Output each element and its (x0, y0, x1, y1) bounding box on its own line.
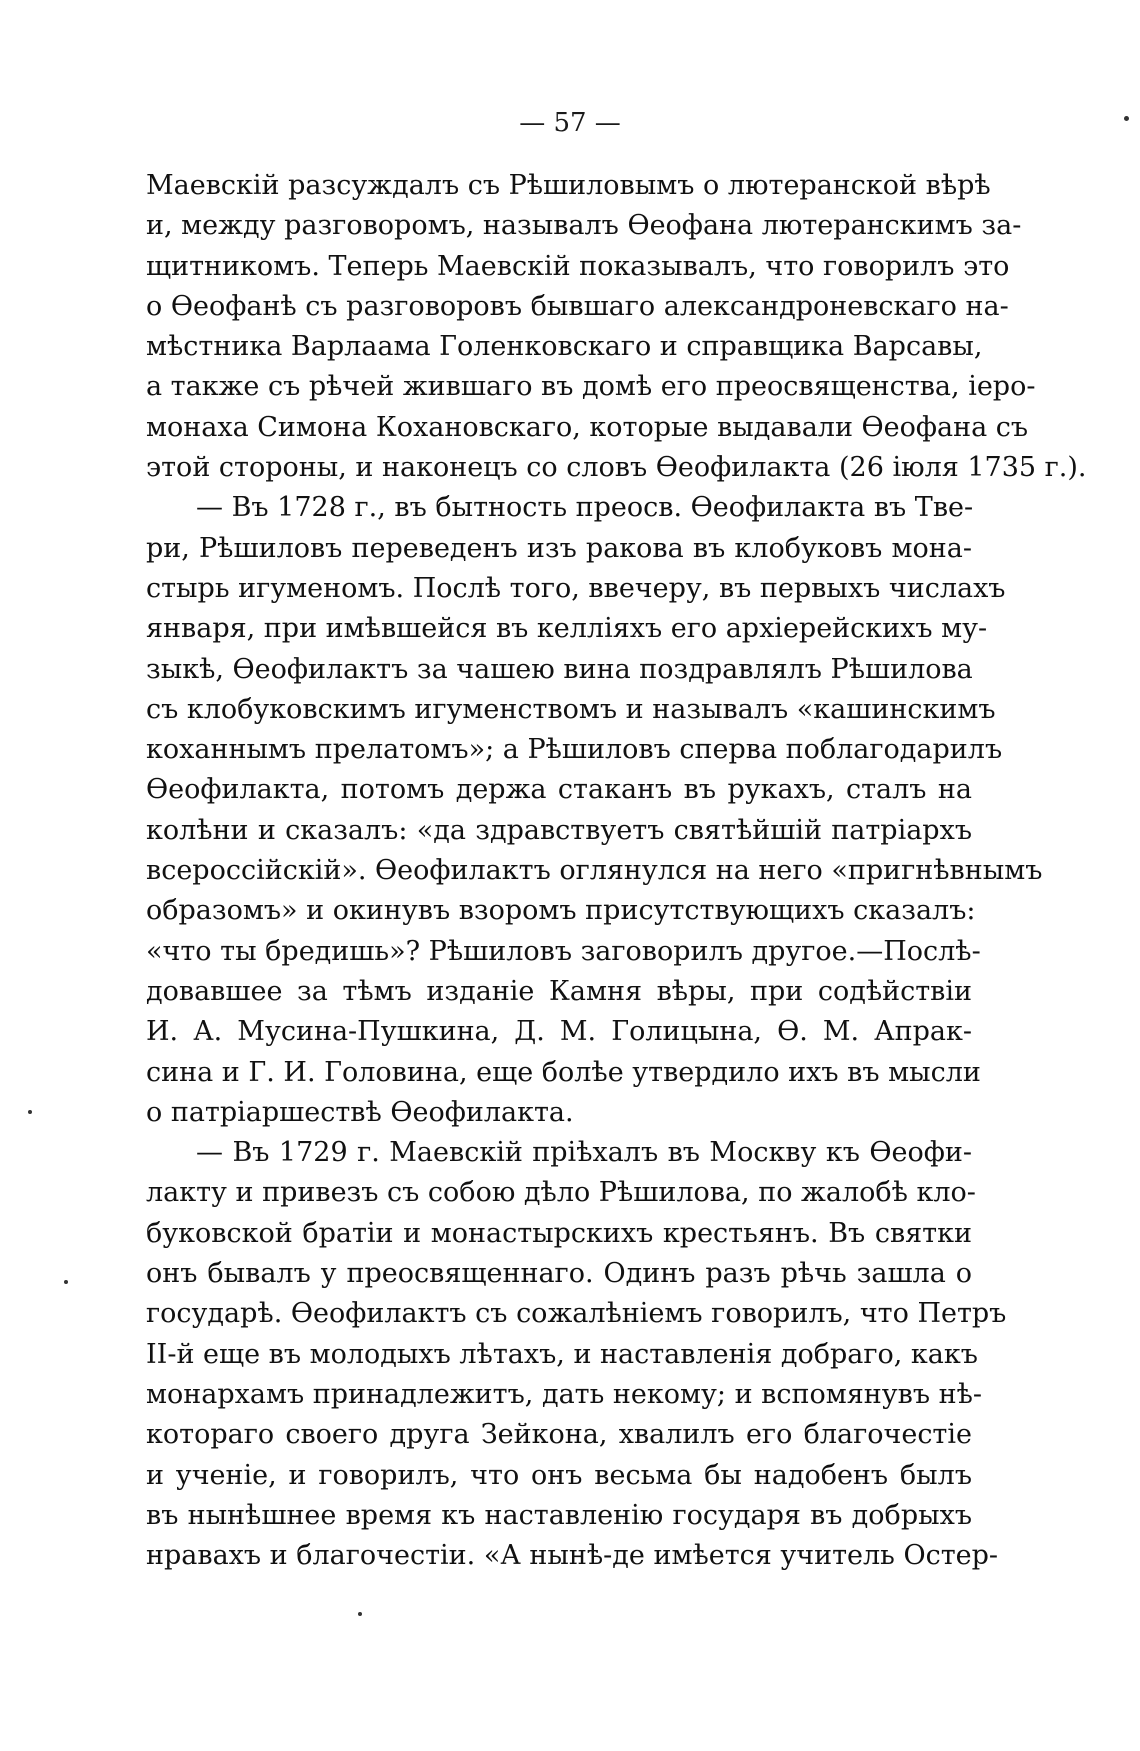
body-text (146, 166, 1087, 1576)
text-line: коханнымъ прелатомъ»; а Рѣшиловъ сперва поблагодарилъ (146, 734, 1003, 766)
text-line: монаха Симона Кохановскаго, которые выдавали Ѳеофана съ (146, 411, 1029, 443)
text-line: а также съ рѣчей жившаго въ домѣ его преосвященства, іеро- (146, 371, 1036, 403)
paragraph (146, 488, 1043, 1133)
text-line: мѣстника Варлаама Голенковскаго и справщика Варсавы, (146, 331, 983, 363)
text-line: монархамъ принадлежитъ, дать некому; и вспомянувъ нѣ- (146, 1378, 982, 1410)
text-line: колѣни и сказалъ: «да здравствуетъ святѣйшій патріархъ (146, 814, 972, 846)
text-line: буковской братіи и монастырскихъ крестьянъ. Въ святки (146, 1217, 972, 1249)
text-line: зыкѣ, Ѳеофилактъ за чашею вина поздравлялъ Рѣшилова (146, 653, 973, 685)
text-line: ри, Рѣшиловъ переведенъ изъ ракова въ клобуковъ мона- (146, 532, 972, 564)
page-number: — 57 — (519, 108, 621, 138)
text-line: Маевскій разсуждалъ съ Рѣшиловымъ о лютеранской вѣрѣ (146, 170, 991, 201)
text-line: съ клобуковскимъ игуменствомъ и называлъ «кашинскимъ (146, 693, 996, 725)
scan-speck (358, 1612, 362, 1616)
paragraph (146, 166, 1087, 488)
text-line: щитникомъ. Теперь Маевскій показывалъ, что говорилъ это (146, 250, 1010, 282)
text-line: о Ѳеофанѣ съ разговоровъ бывшаго александроневскаго на- (146, 290, 1009, 322)
text-line: государѣ. Ѳеофилактъ съ сожалѣніемъ говорилъ, что Петръ (146, 1298, 1007, 1330)
text-line: всероссійскій». Ѳеофилактъ оглянулся на него «пригнѣвнымъ (146, 855, 1043, 887)
scan-speck (28, 1110, 32, 1114)
text-line: лакту и привезъ съ собою дѣло Рѣшилова, по жалобѣ кло- (146, 1177, 976, 1209)
text-line: онъ бывалъ у преосвященнаго. Одинъ разъ рѣчь зашла о (146, 1258, 972, 1290)
text-line: Ѳеофилакта, потомъ держа стаканъ въ рукахъ, сталъ на (146, 774, 972, 806)
paragraph (146, 1133, 1007, 1576)
text-line: стырь игуменомъ. Послѣ того, ввечеру, въ первыхъ числахъ (146, 572, 1006, 604)
text-line: въ нынѣшнее время къ наставленію государя въ добрыхъ (146, 1499, 972, 1531)
scan-speck (64, 1280, 68, 1284)
text-line: довавшее за тѣмъ изданіе Камня вѣры, при содѣйствіи (146, 975, 972, 1007)
text-line: II-й еще въ молодыхъ лѣтахъ, и наставленія добраго, какъ (146, 1338, 978, 1370)
text-line: «что ты бредишь»? Рѣшиловъ заговорилъ другое.—Послѣ- (146, 935, 981, 967)
text-line: — Въ 1728 г., въ бытность преосв. Ѳеофилакта въ Тве- (196, 492, 974, 524)
text-line: этой стороны, и наконецъ со словъ Ѳеофилакта (26 іюля 1735 г.). (146, 452, 1087, 484)
text-line: о патріаршествѣ Ѳеофилакта. (146, 1096, 574, 1128)
text-line: И. А. Мусина-Пушкина, Д. М. Голицына, Ѳ. М. Апрак- (146, 1016, 972, 1048)
text-line: образомъ» и окинувъ взоромъ присутствующихъ сказалъ: (146, 895, 976, 927)
text-line: котораго своего друга Зейкона, хвалилъ его благочестіе (146, 1419, 972, 1451)
text-line: и ученіе, и говорилъ, что онъ весьма бы надобенъ былъ (146, 1459, 972, 1491)
text-line: — Въ 1729 г. Маевскій пріѣхалъ въ Москву къ Ѳеофи- (196, 1137, 972, 1169)
text-line: января, при имѣвшейся въ келліяхъ его архіерейскихъ му- (146, 613, 988, 645)
text-line: сина и Г. И. Головина, еще болѣе утвердило ихъ въ мысли (146, 1056, 981, 1088)
text-line: нравахъ и благочестіи. «А нынѣ-де имѣется учитель Остер- (146, 1540, 999, 1572)
scan-speck (1124, 116, 1129, 121)
text-line: и, между разговоромъ, называлъ Ѳеофана лютеранскимъ за- (146, 210, 1022, 242)
